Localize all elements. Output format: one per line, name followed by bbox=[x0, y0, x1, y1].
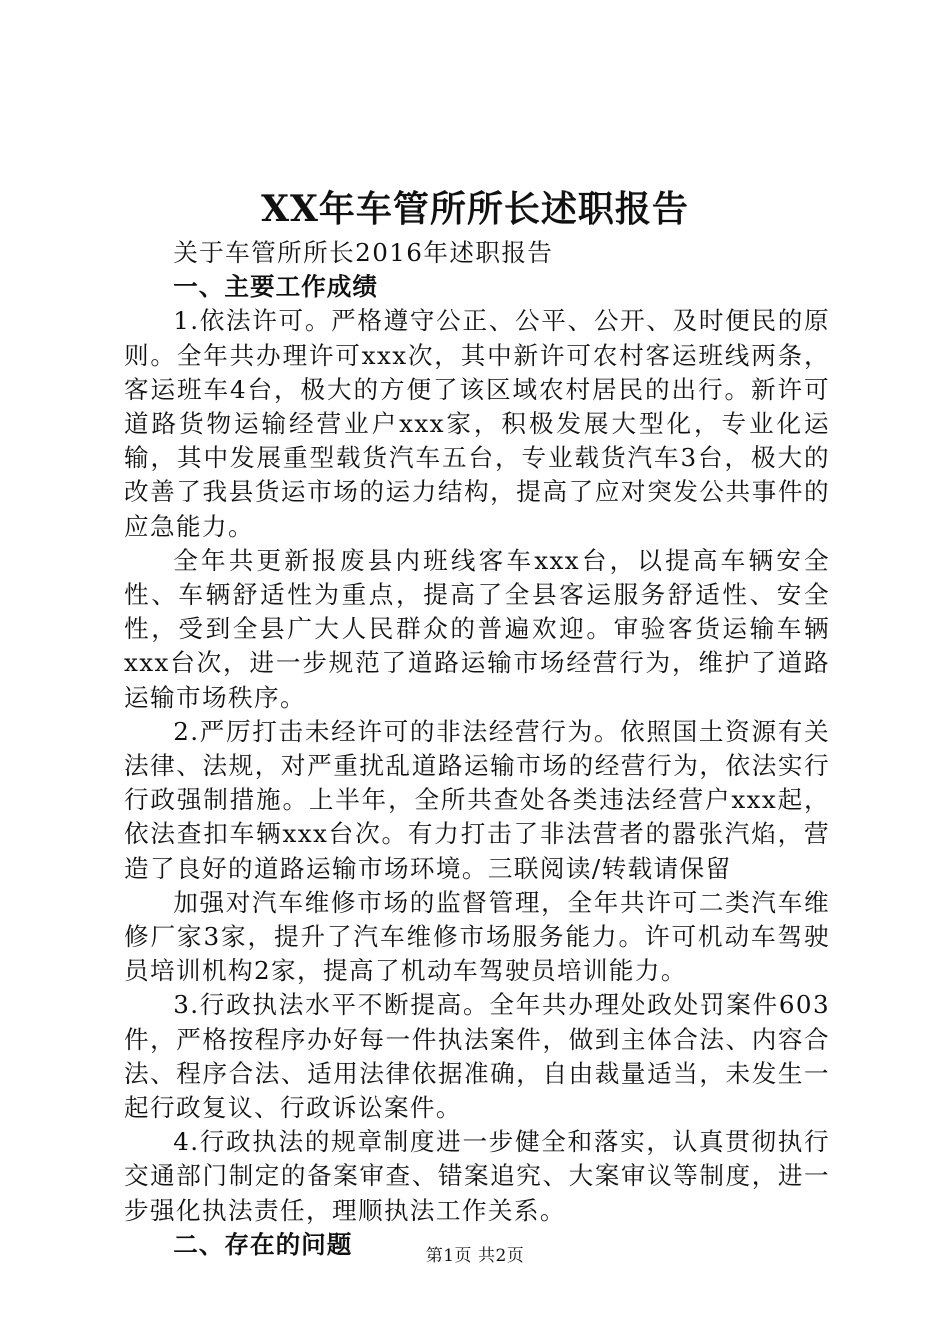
paragraph-regulations: 4.行政执法的规章制度进一步健全和落实，认真贯彻执行交通部门制定的备案审查、错案追究、大案审议等制度，进一步强化执法责任，理顺执法工作关系。 bbox=[124, 1127, 830, 1225]
paragraph-licensing: 1.依法许可。严格遵守公正、公平、公开、及时便民的原则。全年共办理许可xxx次，其中新许可农村客运班线两条，客运班车4台，极大的方便了该区域农村居民的出行。新许可道路货物运输经营业户xxx家，积极发展大型化，专业化运输，其中发展重型载货汽车五台，专业载货汽车3台，极大的改善了我县货运市场的运力结构，提高了应对突发公共事件的应急能力。 bbox=[124, 306, 830, 541]
document-title: XX年车管所所长述职报告 bbox=[261, 188, 689, 230]
paragraph-law-enforcement: 3.行政执法水平不断提高。全年共办理处政处罚案件603件，严格按程序办好每一件执法案件，做到主体合法、内容合法、程序合法、适用法律依据准确，自由裁量适当，未发生一起行政复议、行政诉讼案件。 bbox=[124, 990, 830, 1123]
paragraph-repair-market: 加强对汽车维修市场的监督管理，全年共许可二类汽车维修厂家3家，提升了汽车维修市场服务能力。许可机动车驾驶员培训机构2家，提高了机动车驾驶员培训能力。 bbox=[124, 887, 830, 986]
section-heading-achievements: 一、主要工作成绩 bbox=[173, 272, 378, 302]
document-subtitle: 关于车管所所长2016年述职报告 bbox=[173, 238, 554, 267]
paragraph-vehicle-renewal: 全年共更新报废县内班线客车xxx台，以提高车辆安全性、车辆舒适性为重点，提高了全县客运服务舒适性、安全性，受到全县广大人民群众的普遍欢迎。审验客货运输车辆xxx台次，进一步规范了道路运输市场经营行为，维护了道路运输市场秩序。 bbox=[124, 545, 830, 712]
document-body bbox=[124, 236, 830, 1262]
paragraph-illegal-operations: 2.严厉打击未经许可的非法经营行为。依照国土资源有关法律、法规，对严重扰乱道路运输市场的经营行为，依法实行行政强制措施。上半年，全所共查处各类违法经营户xxx起，依法查扣车辆xxx台次。有力打击了非法营者的嚣张汽焰，营造了良好的道路运输市场环境。三联阅读/转载请保留 bbox=[124, 716, 830, 883]
section-heading-problems: 二、存在的问题 bbox=[173, 1229, 353, 1259]
page-footer: 第1页 共2页 bbox=[425, 1246, 525, 1266]
